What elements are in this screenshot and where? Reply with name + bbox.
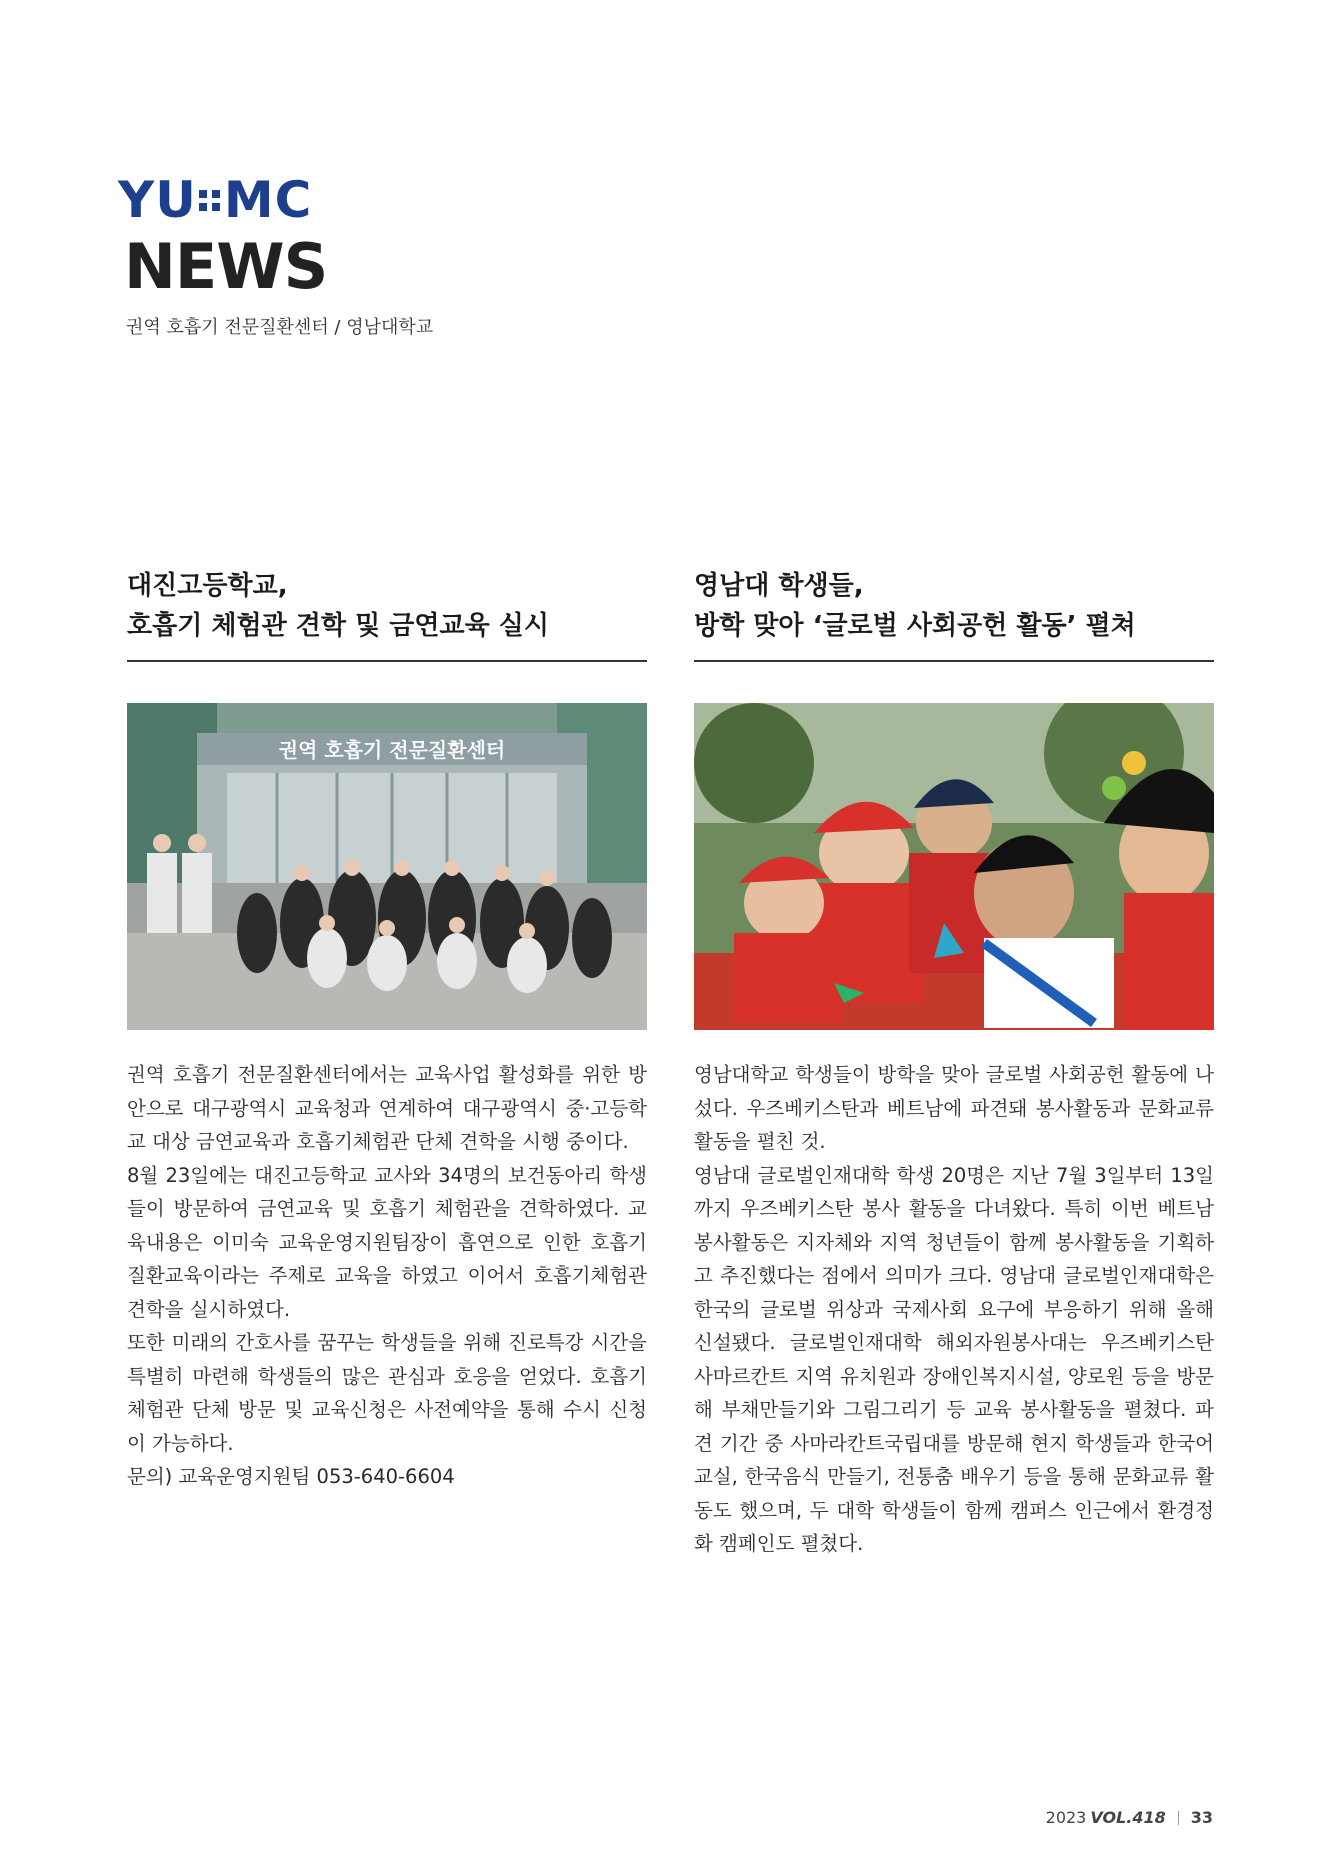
footer-volume: VOL.418 bbox=[1090, 1808, 1166, 1827]
page-number: 33 bbox=[1190, 1808, 1213, 1827]
article-right-headline bbox=[694, 566, 1136, 646]
article-right-body bbox=[694, 1058, 1214, 1561]
headline-divider bbox=[694, 660, 1214, 662]
logo-text-mc: MC bbox=[223, 171, 313, 229]
paragraph: 또한 미래의 간호사를 꿈꾸는 학생들을 위해 진로특강 시간을 특별히 마련해 학생들의 많은 관심과 호응을 얻었다. 호흡기체험관 단체 방문 및 교육신청은 사전예약을 통해 수시 신청이 가능하다. bbox=[127, 1331, 647, 1455]
headline-divider bbox=[127, 660, 647, 662]
headline-line: 대진고등학교, bbox=[127, 571, 288, 601]
contact-line: 문의) 교육운영지원팀 053-640-6604 bbox=[127, 1465, 455, 1488]
article-right-photo bbox=[694, 703, 1214, 1030]
logo-text-yu: YU bbox=[118, 171, 197, 229]
paragraph: 영남대학교 학생들이 방학을 맞아 글로벌 사회공헌 활동에 나섰다. 우즈베키스탄과 베트남에 파견돼 봉사활동과 문화교류 활동을 펼친 것. bbox=[694, 1063, 1214, 1153]
paragraph: 영남대 글로벌인재대학 학생 20명은 지난 7월 3일부터 13일까지 우즈베키스탄 봉사 활동을 다녀왔다. 특히 이번 베트남 봉사활동은 지자체와 지역 청년들이 함께 봉사활동을 기획하고 추진했다는 점에서 의미가 크다. 영남대 글로벌인재대학은 한국의 글로벌 위상과 국제사회 요구에 부응하기 위해 올해 신설됐다. 글로벌인재대학 해외자원봉사대는 우즈베키스탄 사마르칸트 지역 유치원과 장애인복지시설, 양로원 등을 방문해 부채만들기와 그림그리기 등 교육 봉사활동을 펼쳤다. 파견 기간 중 사마라칸트국립대를 방문해 현지 학생들과 한국어교실, 한국음식 만들기, 전통춤 배우기 등을 통해 문화교류 활동도 했으며, 두 대학 학생들이 함께 캠퍼스 인근에서 환경정화 캠페인도 펼쳤다. bbox=[694, 1163, 1214, 1555]
section-subtitle: 권역 호흡기 전문질환센터 / 영남대학교 bbox=[126, 317, 434, 338]
footer-year: 2023 bbox=[1045, 1808, 1087, 1827]
footer-separator bbox=[1178, 1811, 1179, 1825]
page-footer bbox=[1046, 1808, 1213, 1827]
logo-news: NEWS bbox=[124, 230, 328, 303]
group-photo-image bbox=[127, 703, 647, 1030]
yumc-logo bbox=[118, 171, 313, 229]
building-sign: 권역 호흡기 전문질환센터 bbox=[278, 738, 506, 762]
article-left-headline bbox=[127, 566, 549, 646]
headline-line: 호흡기 체험관 견학 및 금연교육 실시 bbox=[127, 611, 549, 641]
article-left-body bbox=[127, 1058, 647, 1494]
paragraph: 권역 호흡기 전문질환센터에서는 교육사업 활성화를 위한 방안으로 대구광역시 교육청과 연계하여 대구광역시 중·고등학교 대상 금연교육과 호흡기체험관 단체 견학을 시행 중이다. bbox=[127, 1063, 647, 1153]
volunteer-photo-image bbox=[694, 703, 1214, 1030]
article-left-photo bbox=[127, 703, 647, 1030]
headline-line: 방학 맞아 ‘글로벌 사회공헌 활동’ 펼쳐 bbox=[694, 611, 1136, 641]
logo-dots-icon bbox=[199, 190, 220, 211]
paragraph: 8월 23일에는 대진고등학교 교사와 34명의 보건동아리 학생들이 방문하여 금연교육 및 호흡기 체험관을 견학하였다. 교육내용은 이미숙 교육운영지원팀장이 흡연으로 인한 호흡기 질환교육이라는 주제로 교육을 하였고 이어서 호흡기체험관 견학을 실시하였다. bbox=[127, 1163, 647, 1321]
headline-line: 영남대 학생들, bbox=[694, 571, 864, 601]
